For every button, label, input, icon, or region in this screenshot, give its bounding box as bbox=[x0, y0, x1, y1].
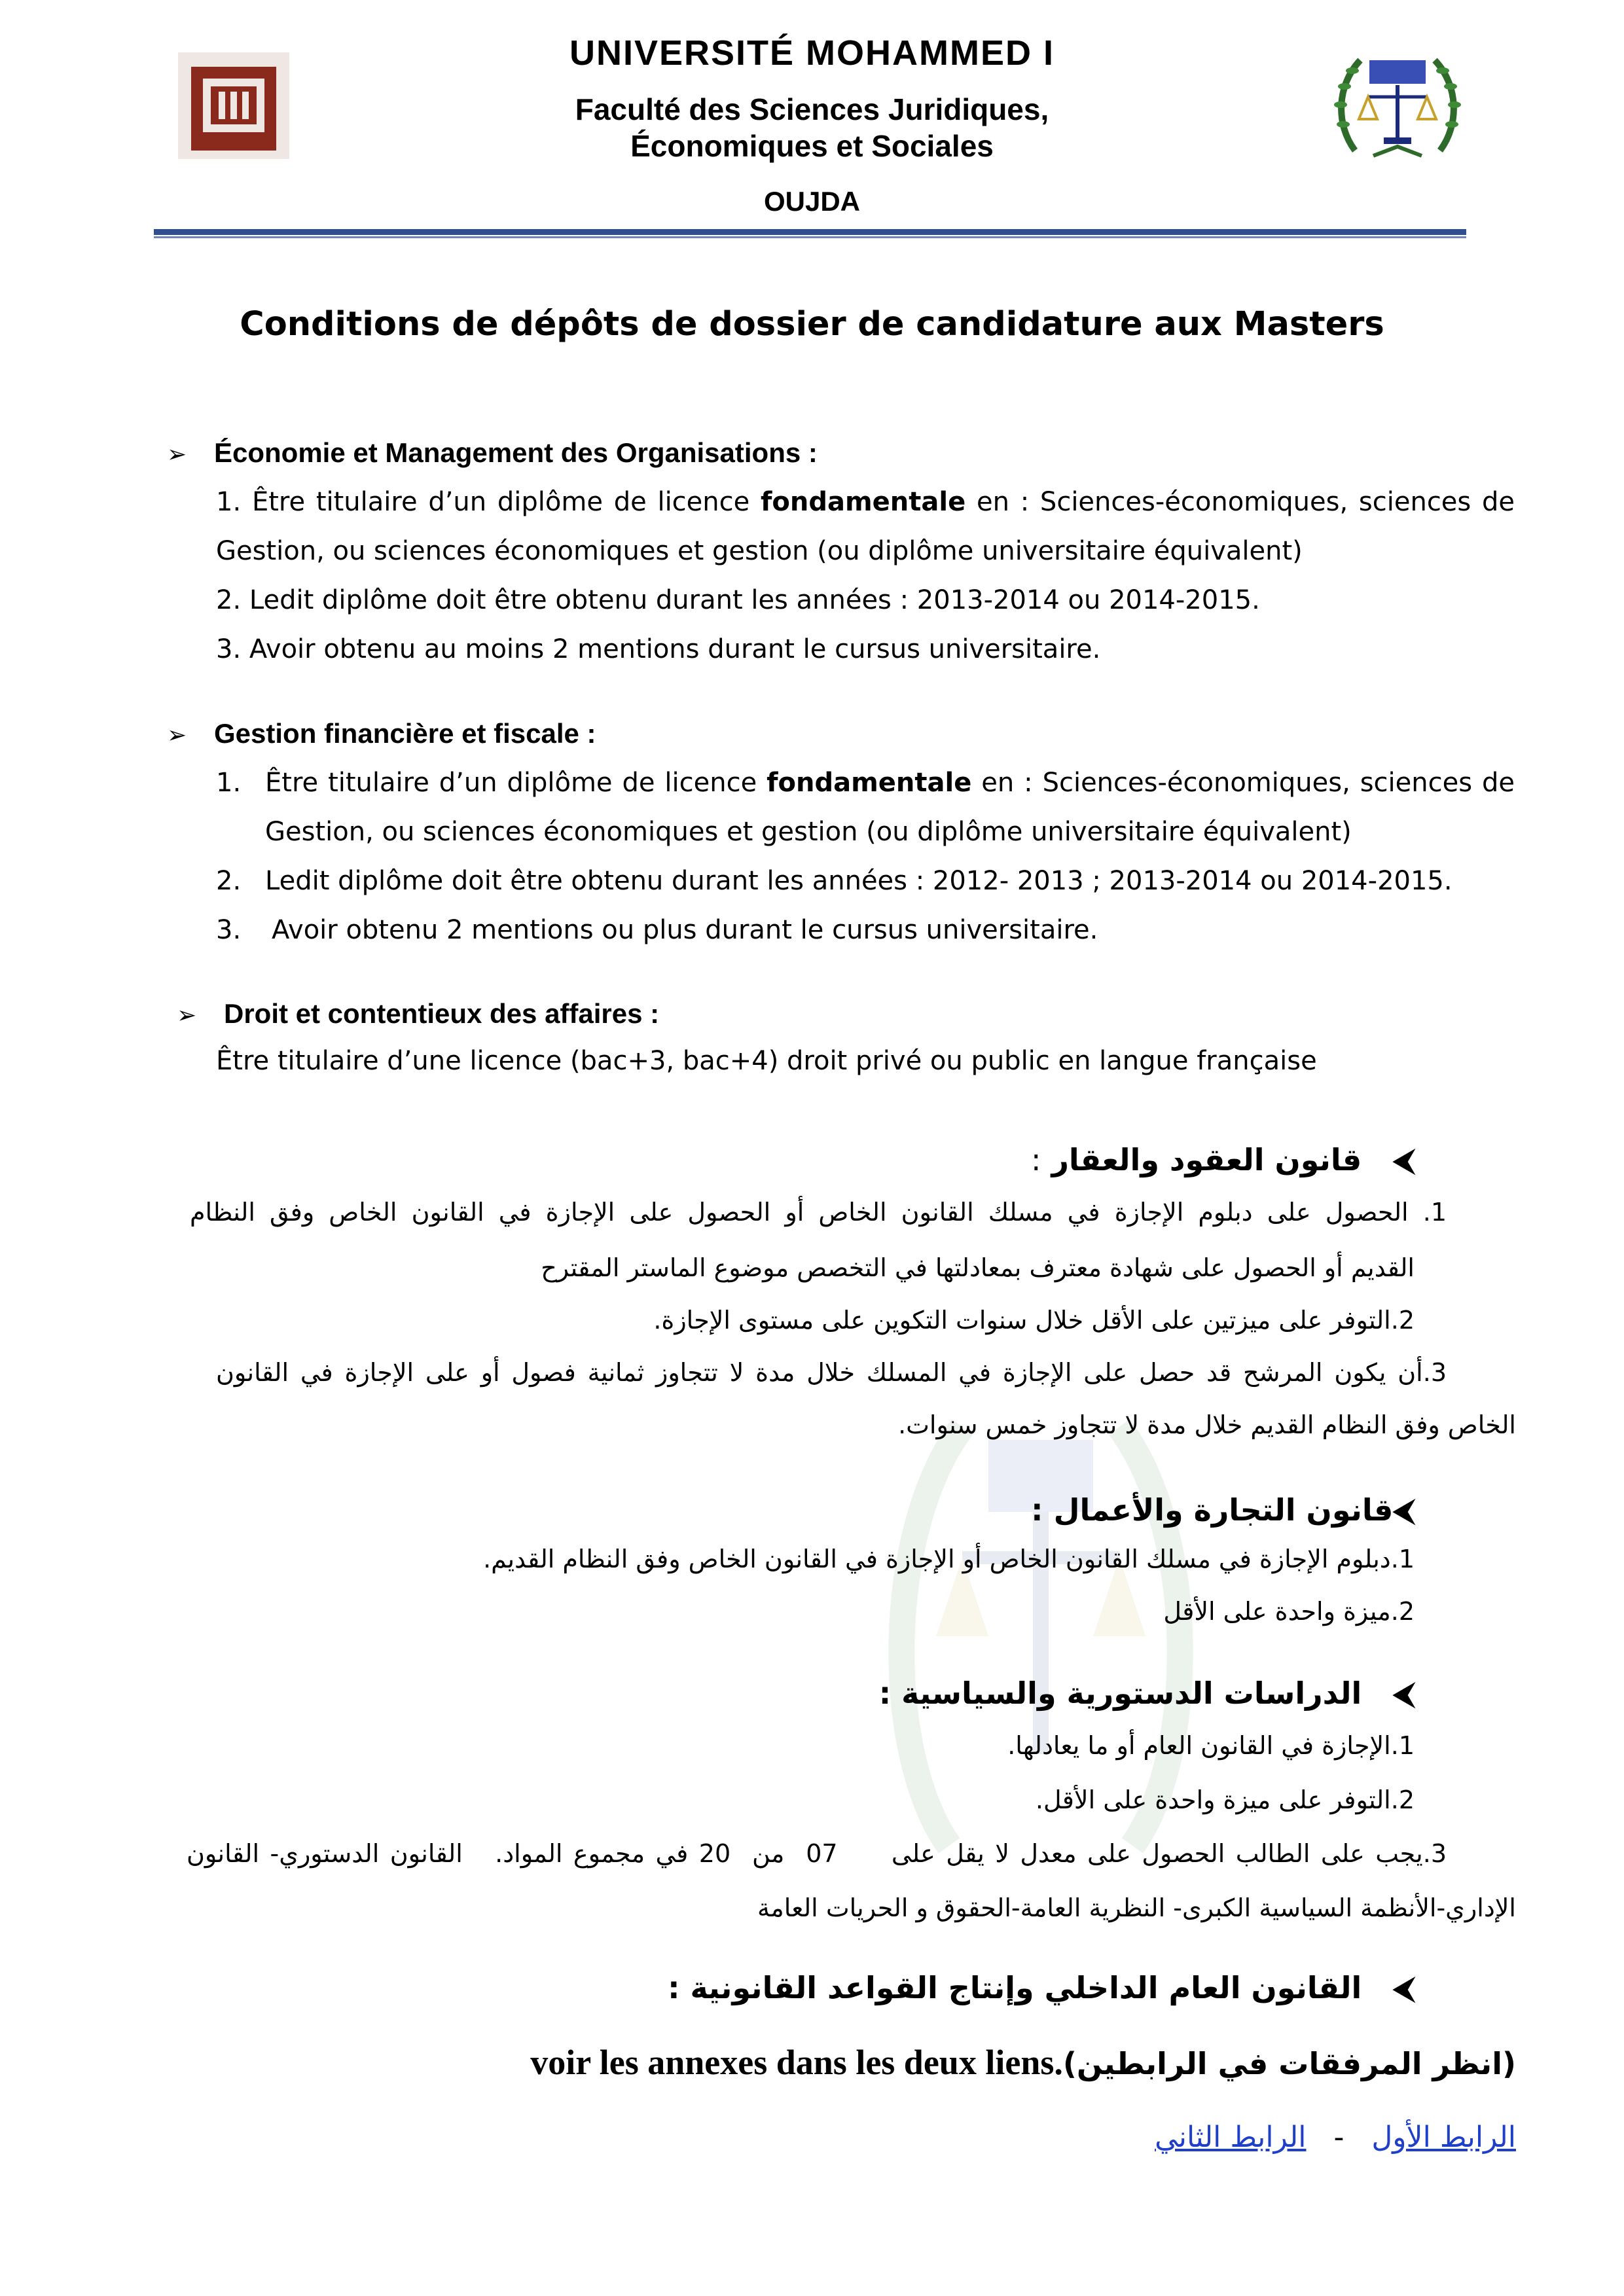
section-heading-colon: : bbox=[1030, 1142, 1041, 1177]
item-number: 3. bbox=[1422, 1839, 1447, 1868]
arrow-bullet-icon: ➢ bbox=[177, 1002, 197, 1029]
arrow-bullet-icon: ➢ bbox=[167, 722, 187, 749]
arabic-list-item bbox=[105, 1306, 1415, 1335]
faculty-name-line2: Économiques et Sociales bbox=[630, 129, 994, 163]
item-number: 3. bbox=[1422, 1358, 1447, 1387]
list-item bbox=[216, 634, 1100, 665]
arabic-section-heading-commerce bbox=[433, 1492, 1415, 1529]
arabic-list-item bbox=[190, 1198, 1447, 1227]
item-number: 1. bbox=[216, 768, 242, 798]
list-item: Ledit diplôme doit être obtenu durant les années : 2012- 2013 ; 2013-2014 ou 2014-2015. bbox=[265, 866, 1453, 896]
section-heading-droit bbox=[177, 998, 659, 1030]
item-text: en : Sciences-économiques, sciences de bbox=[965, 487, 1515, 517]
page-title: Conditions de dépôts de dossier de candidature aux Masters bbox=[240, 305, 1384, 344]
section-heading-text: Gestion financière et fiscale : bbox=[214, 718, 596, 749]
item-number: 1. bbox=[1390, 1545, 1415, 1573]
section-heading-economie bbox=[167, 437, 818, 469]
item-number: 2. bbox=[216, 866, 242, 896]
university-name: UNIVERSITÉ MOHAMMED I bbox=[569, 33, 1055, 73]
item-number: 3. bbox=[216, 915, 242, 945]
arrow-bullet-icon: ⮜ bbox=[1393, 1970, 1415, 2005]
annex-note bbox=[207, 2042, 1516, 2083]
list-item: Avoir obtenu 2 mentions ou plus durant le cursus universitaire. bbox=[272, 915, 1098, 945]
item-text: التوفر على ميزة واحدة على الأقل. bbox=[1035, 1785, 1391, 1814]
item-text: Être titulaire d’un diplôme de licence bbox=[251, 487, 761, 517]
item-number: 3. bbox=[216, 634, 242, 664]
arabic-list-item bbox=[216, 1358, 1447, 1387]
section-heading-text: Économie et Management des Organisations : bbox=[214, 437, 818, 468]
item-text: Ledit diplôme doit être obtenu durant les années : 2013-2014 ou 2014-2015. bbox=[249, 585, 1260, 615]
item-number: 2. bbox=[1390, 1785, 1415, 1814]
section-heading-gestion bbox=[167, 718, 596, 749]
arabic-list-item bbox=[105, 1545, 1415, 1573]
section-heading-text: الدراسات الدستورية والسياسية : bbox=[878, 1676, 1362, 1711]
arabic-list-item bbox=[105, 1597, 1415, 1626]
annex-note-ar: (انظر المرفقات في الرابطين) bbox=[1062, 2046, 1516, 2081]
link-second[interactable]: الرابط الثاني bbox=[1155, 2121, 1307, 2154]
item-number: 2. bbox=[216, 585, 242, 615]
arabic-list-item-continuation: الخاص وفق النظام القديم خلال مدة لا تتجاوز خمس سنوات. bbox=[898, 1410, 1516, 1439]
arrow-bullet-icon: ⮜ bbox=[1393, 1676, 1415, 1711]
arabic-section-heading-constitutional bbox=[433, 1676, 1415, 1712]
list-item-continuation: Gestion, ou sciences économiques et gestion (ou diplôme universitaire équivalent) bbox=[216, 536, 1303, 566]
item-text: أن يكون المرشح قد حصل على الإجازة في المسلك خلال مدة لا تتجاوز ثمانية فصول أو على الإجازة في القانون bbox=[216, 1358, 1423, 1387]
item-number: 1. bbox=[1422, 1198, 1447, 1227]
section-text: Être titulaire d’une licence (bac+3, bac+4) droit privé ou public en langue française bbox=[216, 1046, 1317, 1076]
section-heading-text: القانون العام الداخلي وإنتاج القواعد القانونية : bbox=[668, 1970, 1362, 2005]
item-text: الحصول على دبلوم الإجازة في مسلك القانون الخاص أو الحصول على الإجازة في القانون الخاص وفق النظام bbox=[190, 1198, 1409, 1227]
item-text: التوفر على ميزتين على الأقل خلال سنوات التكوين على مستوى الإجازة. bbox=[653, 1306, 1391, 1335]
arrow-bullet-icon: ⮜ bbox=[1393, 1492, 1415, 1528]
arabic-list-item bbox=[105, 1785, 1415, 1814]
item-number: 2. bbox=[1390, 1306, 1415, 1335]
list-item bbox=[265, 767, 1515, 798]
arabic-section-heading-contracts bbox=[433, 1142, 1415, 1179]
arabic-list-item-continuation: القديم أو الحصول على شهادة معترف بمعادلتها في التخصص موضوع الماستر المقترح bbox=[541, 1253, 1415, 1282]
item-bold-text: fondamentale bbox=[761, 487, 966, 517]
item-number: 1. bbox=[1390, 1731, 1415, 1760]
arrow-bullet-icon: ⮜ bbox=[1393, 1142, 1415, 1177]
link-separator: - bbox=[1333, 2121, 1344, 2154]
arabic-section-heading-public-law bbox=[302, 1970, 1415, 2007]
city-name: OUJDA bbox=[763, 186, 861, 217]
item-text: Être titulaire d’un diplôme de licence bbox=[265, 768, 767, 798]
section-heading-text: قانون التجارة والأعمال : bbox=[1031, 1492, 1394, 1528]
arabic-list-item bbox=[105, 1731, 1415, 1760]
item-number: 2. bbox=[1390, 1597, 1415, 1626]
annex-note-fr: voir les annexes dans les deux liens. bbox=[530, 2043, 1063, 2082]
section-heading-text: Droit et contentieux des affaires : bbox=[224, 998, 660, 1029]
arabic-list-item-continuation: الإداري-الأنظمة السياسية الكبرى- النظرية العامة-الحقوق و الحريات العامة bbox=[757, 1893, 1516, 1922]
list-item bbox=[216, 584, 1260, 616]
item-text: en : Sciences-économiques, sciences de bbox=[971, 768, 1515, 798]
arrow-bullet-icon: ➢ bbox=[167, 441, 187, 468]
list-item-continuation: Gestion, ou sciences économiques et gestion (ou diplôme universitaire équivalent) bbox=[265, 817, 1352, 847]
item-text: الإجازة في القانون العام أو ما يعادلها. bbox=[1007, 1731, 1391, 1760]
item-number: 1. bbox=[216, 487, 242, 517]
item-text: ميزة واحدة على الأقل bbox=[1163, 1597, 1391, 1626]
header-divider-thin bbox=[154, 236, 1466, 238]
item-text: Avoir obtenu au moins 2 mentions durant le cursus universitaire. bbox=[249, 634, 1101, 664]
item-text: دبلوم الإجازة في مسلك القانون الخاص أو الإجازة في القانون الخاص وفق النظام القديم. bbox=[483, 1545, 1391, 1573]
section-heading-text: قانون العقود والعقار bbox=[1051, 1142, 1362, 1177]
faculty-name-line1: Faculté des Sciences Juridiques, bbox=[575, 92, 1049, 126]
annex-links bbox=[731, 2121, 1516, 2154]
header-divider bbox=[154, 229, 1466, 235]
list-item bbox=[216, 486, 1515, 518]
arabic-list-item bbox=[187, 1839, 1447, 1868]
item-text: يجب على الطالب الحصول على معدل لا يقل على 07 من 20 في مجموع المواد. القانون الدستوري- القانون bbox=[187, 1839, 1423, 1868]
item-bold-text: fondamentale bbox=[767, 768, 972, 798]
link-first[interactable]: الرابط الأول bbox=[1371, 2121, 1516, 2154]
